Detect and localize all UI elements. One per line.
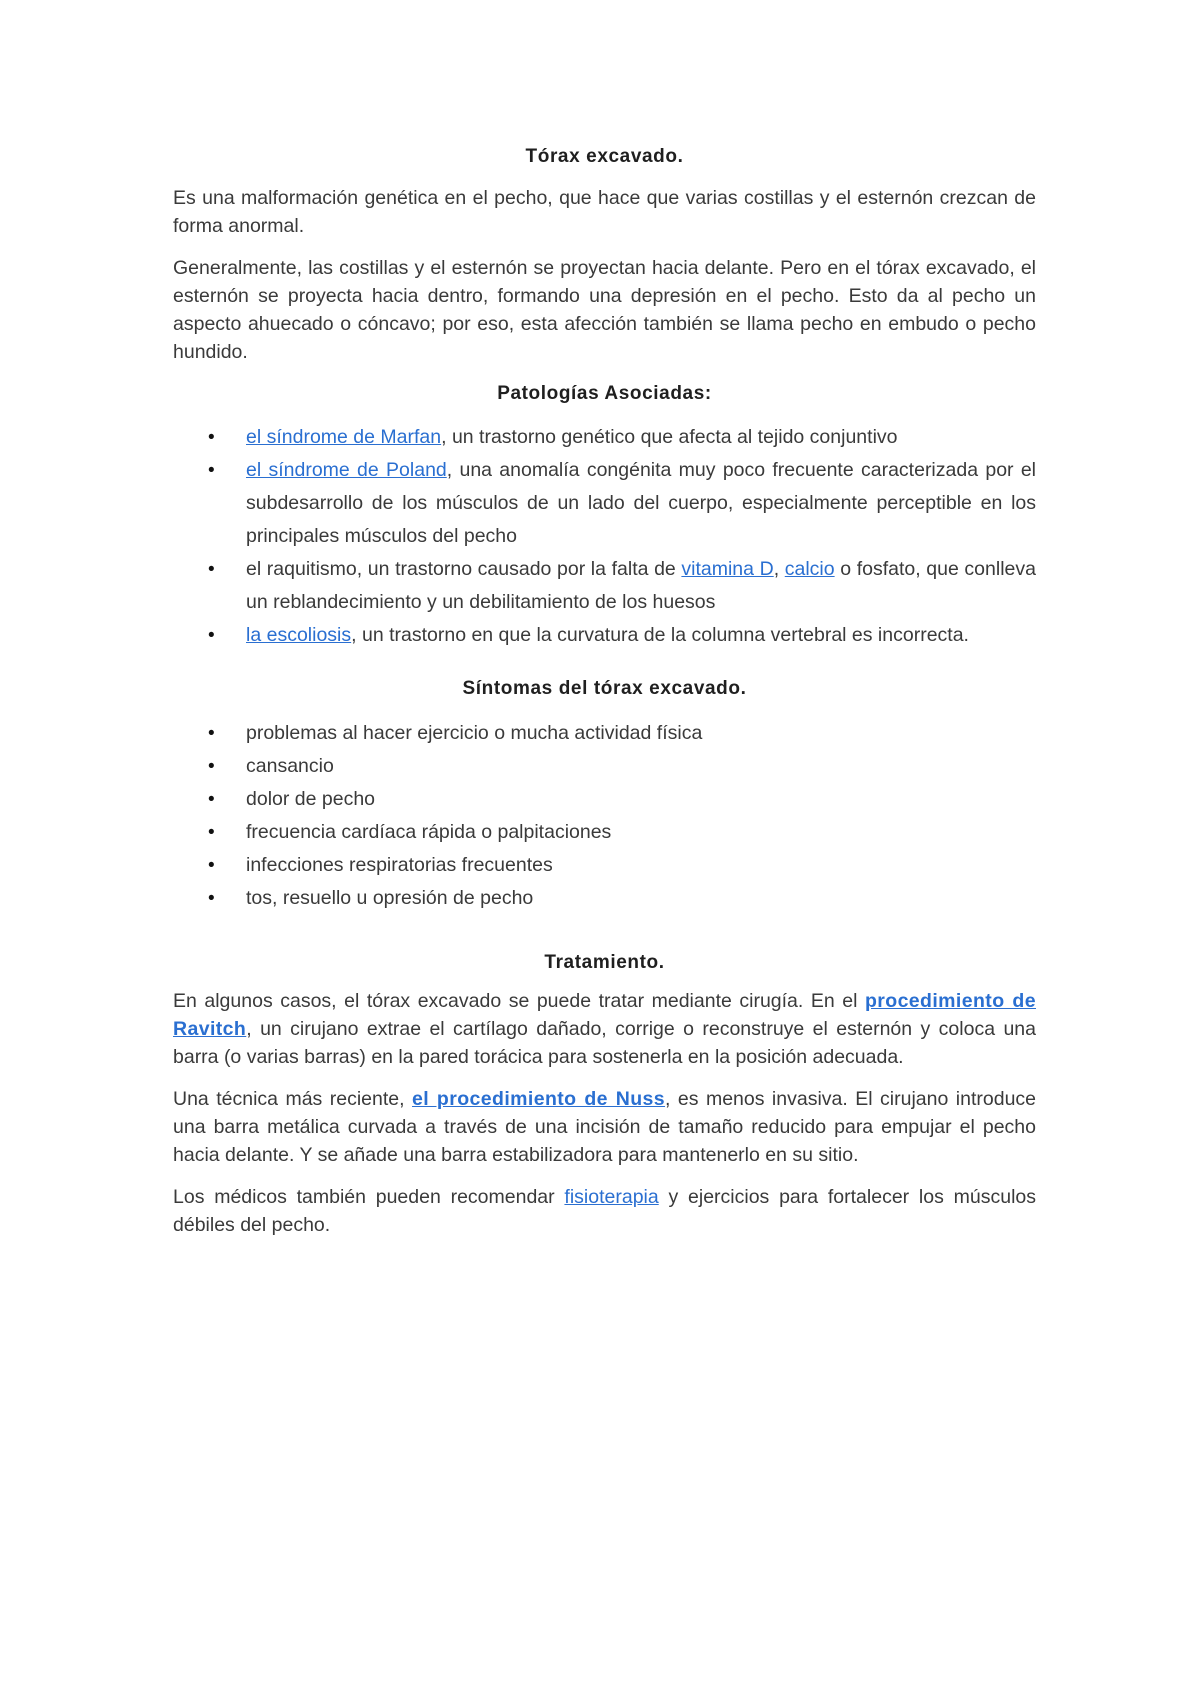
treatment-paragraph-physio bbox=[173, 1183, 1036, 1239]
paragraph-text: , un cirujano extrae el cartílago dañado, corrige o reconstruye el esternón y coloca una barra (o varias barras) en la pared torácica para sostenerla en la posición adecuada. bbox=[173, 1018, 1036, 1068]
paragraph-text: Una técnica más reciente, bbox=[173, 1088, 413, 1110]
list-item-text: dolor de pecho bbox=[246, 788, 376, 810]
list-item-text: frecuencia cardíaca rápida o palpitaciones bbox=[246, 821, 612, 843]
list-item bbox=[173, 619, 1036, 652]
bullet-icon: • bbox=[208, 822, 215, 843]
marfan-link[interactable]: el síndrome de Marfan bbox=[246, 426, 442, 448]
paragraph-text: Los médicos también pueden recomendar bbox=[173, 1186, 565, 1208]
physiotherapy-link[interactable]: fisioterapia bbox=[564, 1186, 659, 1208]
list-item-text: , un trastorno en que la curvatura de la columna vertebral es incorrecta. bbox=[351, 624, 969, 646]
list-item bbox=[173, 816, 1036, 849]
nuss-link[interactable]: el procedimiento de Nuss bbox=[412, 1088, 666, 1110]
bullet-icon: • bbox=[208, 789, 215, 810]
vitamin-d-link[interactable]: vitamina D bbox=[681, 558, 774, 580]
list-item-text: tos, resuello u opresión de pecho bbox=[246, 887, 534, 909]
list-item-text: , una anomalía congénita muy poco frecuente caracterizada por el subdesarrollo de los músculos de un lado del cuerpo, especialmente perceptible en los principales músculos del pecho bbox=[246, 459, 1036, 547]
symptoms-list bbox=[173, 717, 1036, 915]
bullet-icon: • bbox=[208, 559, 215, 580]
description-paragraph: Generalmente, las costillas y el esternón se proyectan hacia delante. Pero en el tórax excavado, el esternón se proyecta hacia dentro, formando una depresión en el pecho. Esto da al pecho un aspecto ahuecado o cóncavo; por eso, esta afección también se llama pecho en embudo o pecho hundido. bbox=[173, 257, 1036, 363]
paragraph-text: , es menos invasiva. El cirujano introduce una barra metálica curvada a través de una incisión de tamaño reducido para empujar el pecho hacia delante. Y se añade una barra estabilizadora para mantenerlo en su sitio. bbox=[173, 1088, 1037, 1166]
paragraph-text: y ejercicios para fortalecer los músculos débiles del pecho. bbox=[173, 1186, 1036, 1236]
list-item-text: el raquitismo, un trastorno causado por la falta de bbox=[246, 558, 682, 580]
intro-paragraph: Es una malformación genética en el pecho, que hace que varias costillas y el esternón crezcan de forma anormal. bbox=[173, 187, 1036, 237]
list-item bbox=[173, 783, 1036, 816]
bullet-icon: • bbox=[208, 723, 215, 744]
poland-link[interactable]: el síndrome de Poland bbox=[246, 459, 447, 481]
list-item bbox=[173, 553, 1036, 619]
list-item bbox=[173, 421, 1036, 454]
treatment-paragraph-nuss bbox=[173, 1085, 1036, 1169]
list-item-text: , un trastorno genético que afecta al tejido conjuntivo bbox=[441, 426, 898, 448]
paragraph-text: En algunos casos, el tórax excavado se puede tratar mediante cirugía. En el bbox=[173, 990, 865, 1012]
treatment-paragraph-ravitch bbox=[173, 987, 1036, 1071]
treatment-heading: Tratamiento. bbox=[544, 952, 665, 973]
bullet-icon: • bbox=[208, 625, 215, 646]
list-item-text: cansancio bbox=[246, 755, 334, 777]
list-item bbox=[173, 454, 1036, 553]
list-item-text: infecciones respiratorias frecuentes bbox=[246, 854, 553, 876]
list-item bbox=[173, 750, 1036, 783]
scoliosis-link[interactable]: la escoliosis bbox=[246, 624, 352, 646]
list-item bbox=[173, 849, 1036, 882]
ravitch-link[interactable]: procedimiento de Ravitch bbox=[173, 990, 1036, 1040]
list-item bbox=[173, 882, 1036, 915]
bullet-icon: • bbox=[208, 888, 215, 909]
bullet-icon: • bbox=[208, 855, 215, 876]
bullet-icon: • bbox=[208, 427, 215, 448]
pathologies-list bbox=[173, 421, 1036, 652]
calcium-link[interactable]: calcio bbox=[784, 558, 835, 580]
list-item-text: o fosfato, que conlleva un reblandecimiento y un debilitamiento de los huesos bbox=[246, 558, 1036, 613]
document-title: Tórax excavado. bbox=[525, 146, 684, 167]
symptoms-heading: Síntomas del tórax excavado. bbox=[462, 678, 747, 699]
pathologies-heading: Patologías Asociadas: bbox=[497, 383, 712, 404]
list-item bbox=[173, 717, 1036, 750]
bullet-icon: • bbox=[208, 756, 215, 777]
list-item-text: problemas al hacer ejercicio o mucha actividad física bbox=[246, 722, 703, 744]
list-item-separator: , bbox=[773, 558, 785, 580]
bullet-icon: • bbox=[208, 460, 215, 481]
